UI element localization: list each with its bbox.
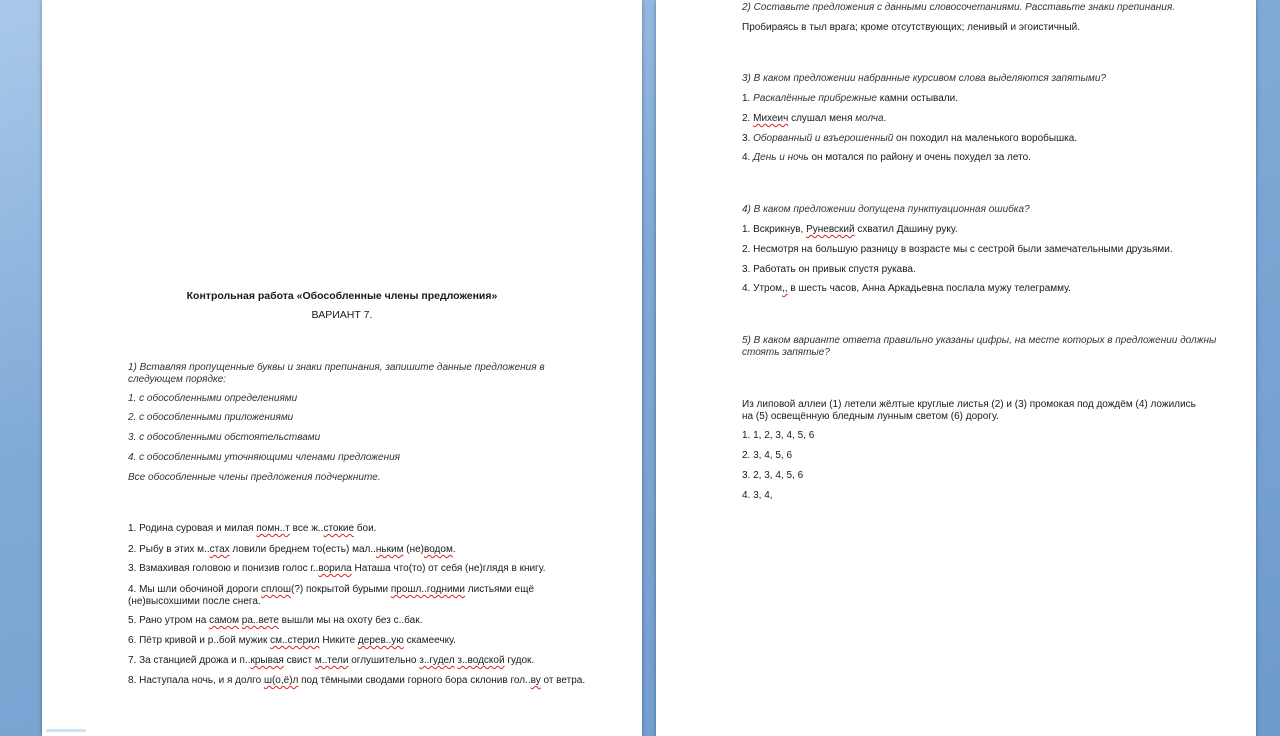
task2-instructions: 2) Составьте предложения с данными словосочетаниями. Расставьте знаки препинания. (742, 2, 1175, 13)
task5-question: 5) В каком варианте ответа правильно указаны цифры, на месте которых в предложении должны стоять запятые? (742, 335, 1217, 358)
sentence-1: 1. Родина суровая и милая помн..т все ж..стокие бои. (128, 523, 377, 534)
task1-item: 3. с обособленными обстоятельствами (128, 432, 321, 443)
page-corner-mark (46, 729, 86, 732)
task4-option-4[interactable]: 4. Утром,, в шесть часов, Анна Аркадьевна послала мужу телеграмму. (742, 283, 1071, 294)
sentence-6: 6. Пётр кривой и р..бой мужик см..стерил Никите дерев..ую скамеечку. (128, 635, 456, 646)
sentence-4: 4. Мы шли обочиной дороги сплош(?) покрытой бурыми прошл..годними листьями ещё (не)высохшими после снега. (128, 584, 535, 607)
task4-question: 4) В каком предложении допущена пунктуационная ошибка? (742, 204, 1030, 215)
task5-option[interactable]: 1. 1, 2, 3, 4, 5, 6 (742, 430, 815, 441)
task5-option[interactable]: 3. 2, 3, 4, 5, 6 (742, 470, 804, 481)
sentence-2: 2. Рыбу в этих м..стах ловили бреднем то(есть) мал..ньким (не)водом. (128, 544, 456, 555)
task5-option[interactable]: 2. 3, 4, 5, 6 (742, 450, 793, 461)
sentence-8: 8. Наступала ночь, и я долго ш(о,ё)л под тёмными сводами горного бора склонив гол..ву от ветра. (128, 675, 586, 686)
task3-option-2[interactable]: 2. Михеич слушал меня молча. (742, 113, 887, 124)
task3-option-4[interactable]: 4. День и ночь он мотался по району и очень похудел за лето. (742, 152, 1031, 163)
variant-label: ВАРИАНТ 7. (311, 309, 373, 321)
task4-option-2[interactable]: 2. Несмотря на большую разницу в возрасте мы с сестрой были замечательными друзьями. (742, 244, 1173, 255)
document-page-right (656, 0, 1256, 736)
task2-content: Пробираясь в тыл врага; кроме отсутствующих; ленивый и эгоистичный. (742, 22, 1080, 33)
task5-sentence: Из липовой аллеи (1) летели жёлтые круглые листья (2) и (3) промокая под дождём (4) ложились на (5) освещённую бледным лунным светом (6) дорогу. (742, 399, 1196, 422)
task1-item: 2. с обособленными приложениями (128, 412, 294, 423)
task1-item: 1. с обособленными определениями (128, 393, 298, 404)
task5-option[interactable]: 4. 3, 4, (742, 490, 773, 501)
sentence-5: 5. Рано утром на самом ра..вете вышли мы на охоту без с..бак. (128, 615, 423, 626)
task3-option-1[interactable]: 1. Раскалённые прибрежные камни остывали. (742, 93, 958, 104)
task1-item: 4. с обособленными уточняющими членами предложения (128, 452, 401, 463)
task3-question: 3) В каком предложении набранные курсивом слова выделяются запятыми? (742, 73, 1106, 84)
task1-instructions: 1) Вставляя пропущенные буквы и знаки препинания, запишите данные предложения в следующем порядке: (128, 362, 545, 385)
task1-note: Все обособленные члены предложения подчеркните. (128, 472, 381, 483)
document-page-left (42, 0, 642, 736)
task4-option-3[interactable]: 3. Работать он привык спустя рукава. (742, 264, 916, 275)
sentence-7: 7. За станцией дрожа и п..крывая свист м..тели оглушительно з..гудел з..водской гудок. (128, 655, 535, 666)
sentence-3: 3. Взмахивая головою и понизив голос г..ворила Наташа что(то) от себя (не)глядя в книгу. (128, 563, 546, 574)
task4-option-1[interactable]: 1. Вскрикнув, Руневский схватил Дашину руку. (742, 224, 958, 235)
task3-option-3[interactable]: 3. Оборванный и взъерошенный он походил на маленького воробышка. (742, 133, 1078, 144)
worksheet-title: Контрольная работа «Обособленные члены предложения» (186, 290, 498, 302)
